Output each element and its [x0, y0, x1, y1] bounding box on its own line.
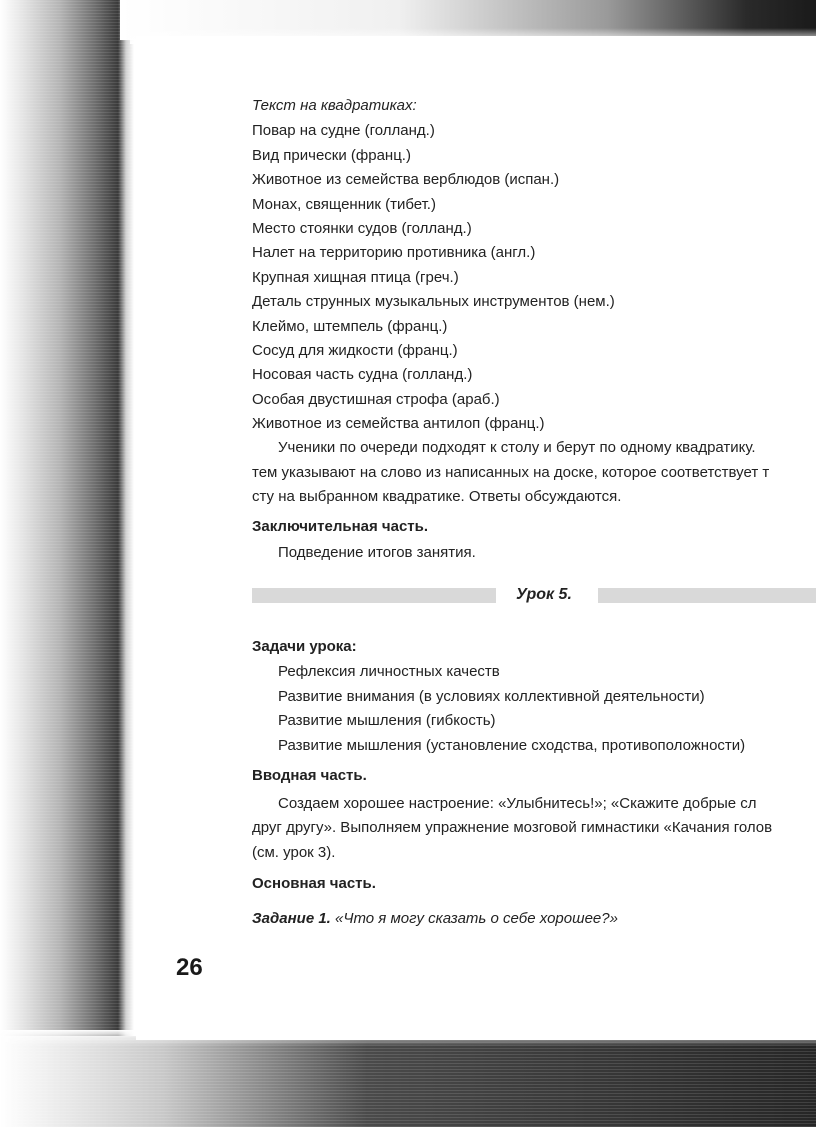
- list-item: Носовая часть судна (голланд.): [252, 366, 473, 383]
- list-item: Налет на территорию противника (англ.): [252, 244, 536, 261]
- list-item: Деталь струнных музыкальных инструментов (нем.): [252, 293, 615, 310]
- task-1-text: «Что я могу сказать о себе хорошее?»: [335, 910, 618, 927]
- list-item: Животное из семейства антилоп (франц.): [252, 415, 545, 432]
- task-1-label: Задание 1.: [252, 910, 331, 927]
- final-part-text: Подведение итогов занятия.: [278, 544, 476, 561]
- lesson-title: Урок 5.: [516, 586, 572, 603]
- intro-line: друг другу». Выполняем упражнение мозговой гимнастики «Качания голов: [252, 819, 773, 836]
- scan-shadow-left: [0, 0, 150, 1127]
- intro-line: Создаем хорошее настроение: «Улыбнитесь!»; «Скажите добрые сл: [278, 795, 757, 812]
- lesson-divider-left: [252, 588, 496, 603]
- task-item: Развитие мышления (установление сходства, противоположности): [278, 737, 746, 754]
- task-item: Рефлексия личностных качеств: [278, 663, 500, 680]
- main-part-heading: Основная часть.: [252, 875, 376, 892]
- list-item: Место стоянки судов (голланд.): [252, 220, 472, 237]
- paragraph-line: сту на выбранном квадратике. Ответы обсуждаются.: [252, 488, 622, 505]
- task-item: Развитие внимания (в условиях коллективной деятельности): [278, 688, 705, 705]
- paragraph-line: Ученики по очереди подходят к столу и берут по одному квадратику.: [278, 439, 756, 456]
- tasks-heading: Задачи урока:: [252, 638, 357, 655]
- list-item: Животное из семейства верблюдов (испан.): [252, 171, 560, 188]
- intro-line: (см. урок 3).: [252, 844, 336, 861]
- list-item: Повар на судне (голланд.): [252, 122, 435, 139]
- scan-shadow-bottom: [0, 1036, 816, 1127]
- page-number: 26: [176, 954, 203, 981]
- intro-heading: Вводная часть.: [252, 767, 367, 784]
- text-block-heading: Текст на квадратиках:: [252, 97, 417, 114]
- scan-fade-bottom: [0, 1030, 816, 1046]
- lesson-divider-right: [598, 588, 816, 603]
- list-item: Сосуд для жидкости (франц.): [252, 342, 458, 359]
- list-item: Монах, священник (тибет.): [252, 196, 436, 213]
- list-item: Вид прически (франц.): [252, 147, 411, 164]
- paragraph-line: тем указывают на слово из написанных на доске, которое соответствует т: [252, 464, 770, 481]
- task-1-line: [252, 909, 618, 929]
- list-item: Клеймо, штемпель (франц.): [252, 318, 448, 335]
- final-part-heading: Заключительная часть.: [252, 518, 429, 535]
- scan-fade-top: [130, 28, 816, 44]
- list-item: Крупная хищная птица (греч.): [252, 269, 459, 286]
- task-item: Развитие мышления (гибкость): [278, 712, 496, 729]
- list-item: Особая двустишная строфа (араб.): [252, 391, 500, 408]
